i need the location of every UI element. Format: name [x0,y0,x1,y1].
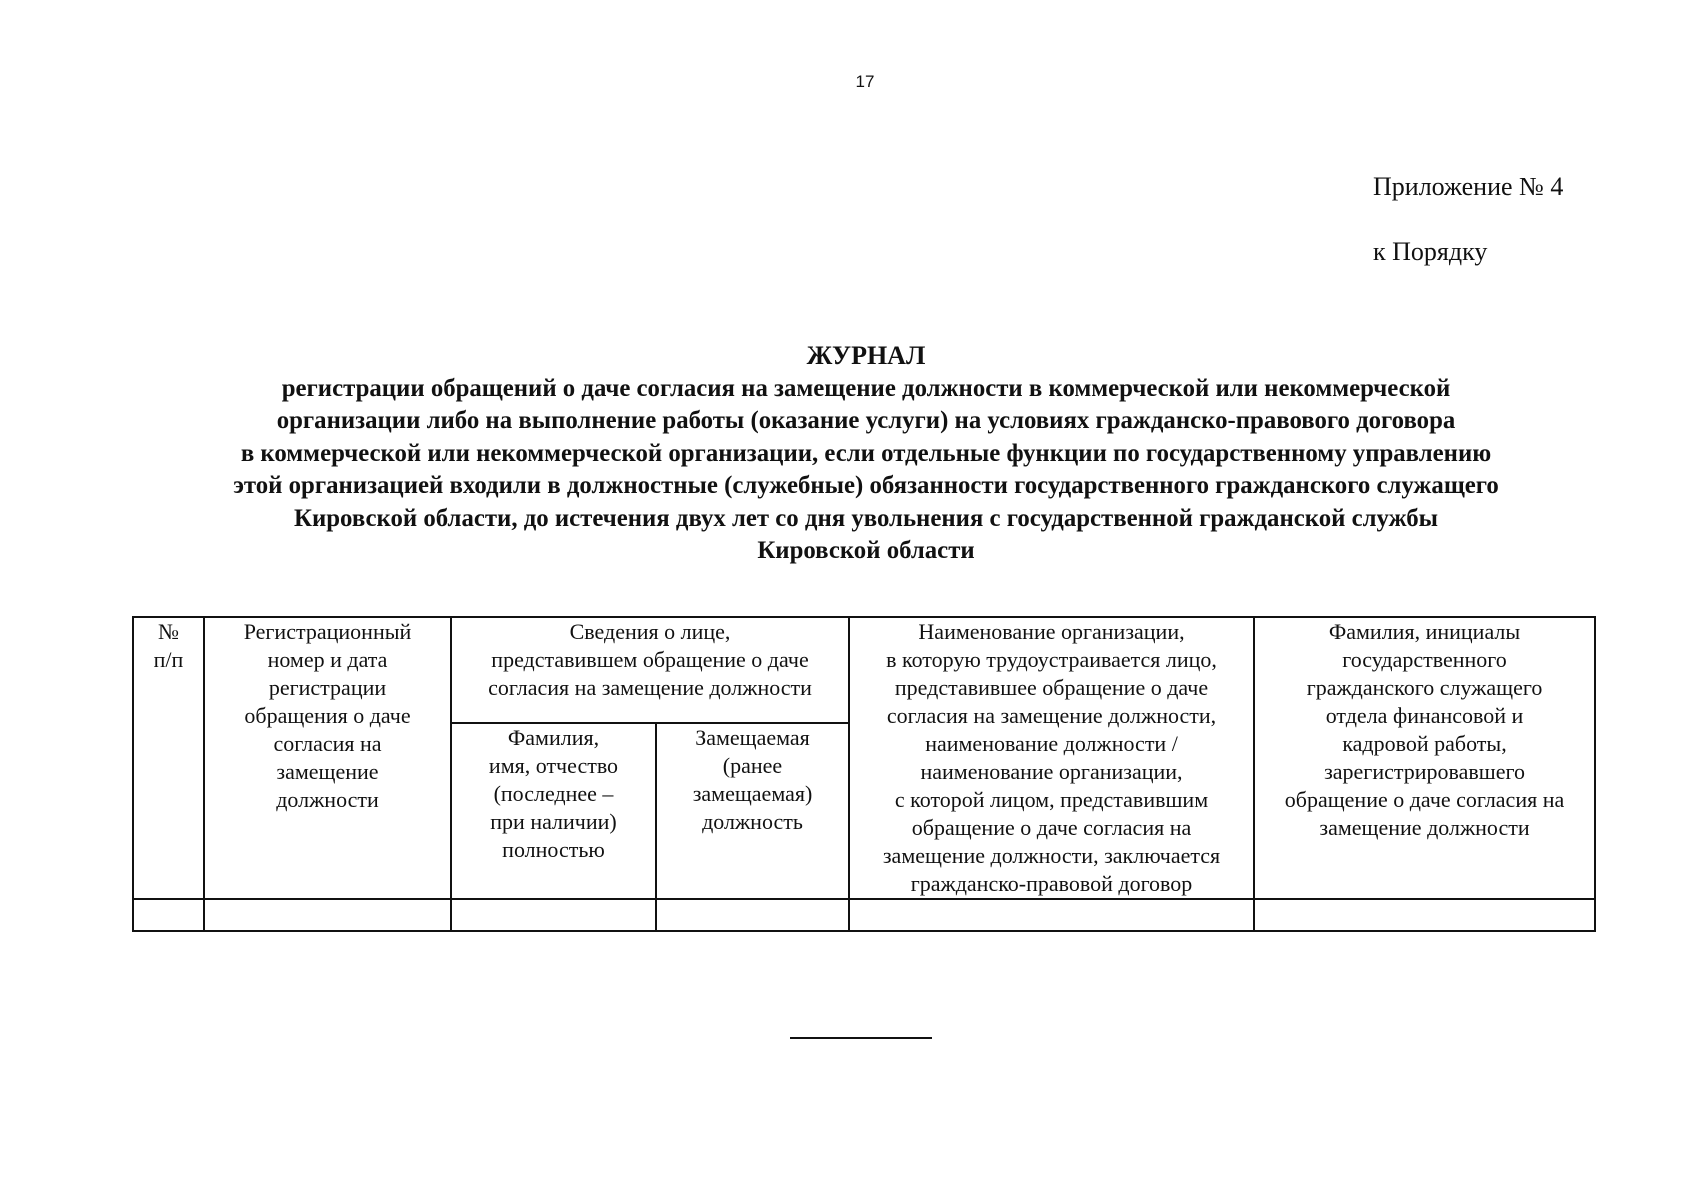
header-registrar: Фамилия, инициалы государственного гражданского служащего отдела финансовой и кадровой работы, зарегистрировавшего обращение о даче согласия на замещение должности [1254,617,1595,899]
end-divider [790,1037,932,1039]
title-line: Кировской области, до истечения двух лет со дня увольнения с государственной гражданской службы [293,504,1438,532]
page-number: 17 [855,72,875,91]
title-line: этой организацией входили в должностные (служебные) обязанности государственного гражданского служащего [233,472,1499,499]
table-cell [656,899,849,931]
header-full-name: Фамилия, имя, отчество (последнее – при наличии) полностью [451,723,656,899]
title-line: Кировской области [757,537,975,564]
table-cell [133,899,204,931]
title-line: организации либо на выполнение работы (оказание услуги) на условиях гражданско-правового договора [276,407,1456,434]
header-registration: Регистрационный номер и дата регистрации обращения о даче согласия на замещение должности [204,617,451,899]
appendix-number: Приложение № 4 [1373,172,1564,201]
appendix-reference: к Порядку [1373,237,1488,266]
header-person-info: Сведения о лице, представившем обращение о даче согласия на замещение должности [451,617,849,723]
title-heading: ЖУРНАЛ [806,341,926,370]
title-line: в коммерческой или некоммерческой организации, если отдельные функции по государственному управлению [240,439,1492,467]
table-cell [451,899,656,931]
header-organization: Наименование организации, в которую трудоустраивается лицо, представившее обращение о даче согласия на замещение должности, наименование должности / наименование организации, с которой лицом, представившим обращение о даче согласия на замещение должности, заключается гражданско-правовой договор [849,617,1254,899]
table-row [133,899,1595,931]
table-cell [204,899,451,931]
document-title [110,340,1622,568]
table-cell [849,899,1254,931]
table-cell [1254,899,1595,931]
title-line: регистрации обращений о даче согласия на замещение должности в коммерческой или некоммерческой [281,374,1451,402]
table-header-row [133,617,1595,723]
header-number: № п/п [133,617,204,899]
journal-table [132,616,1596,932]
header-position: Замещаемая (ранее замещаемая) должность [656,723,849,899]
